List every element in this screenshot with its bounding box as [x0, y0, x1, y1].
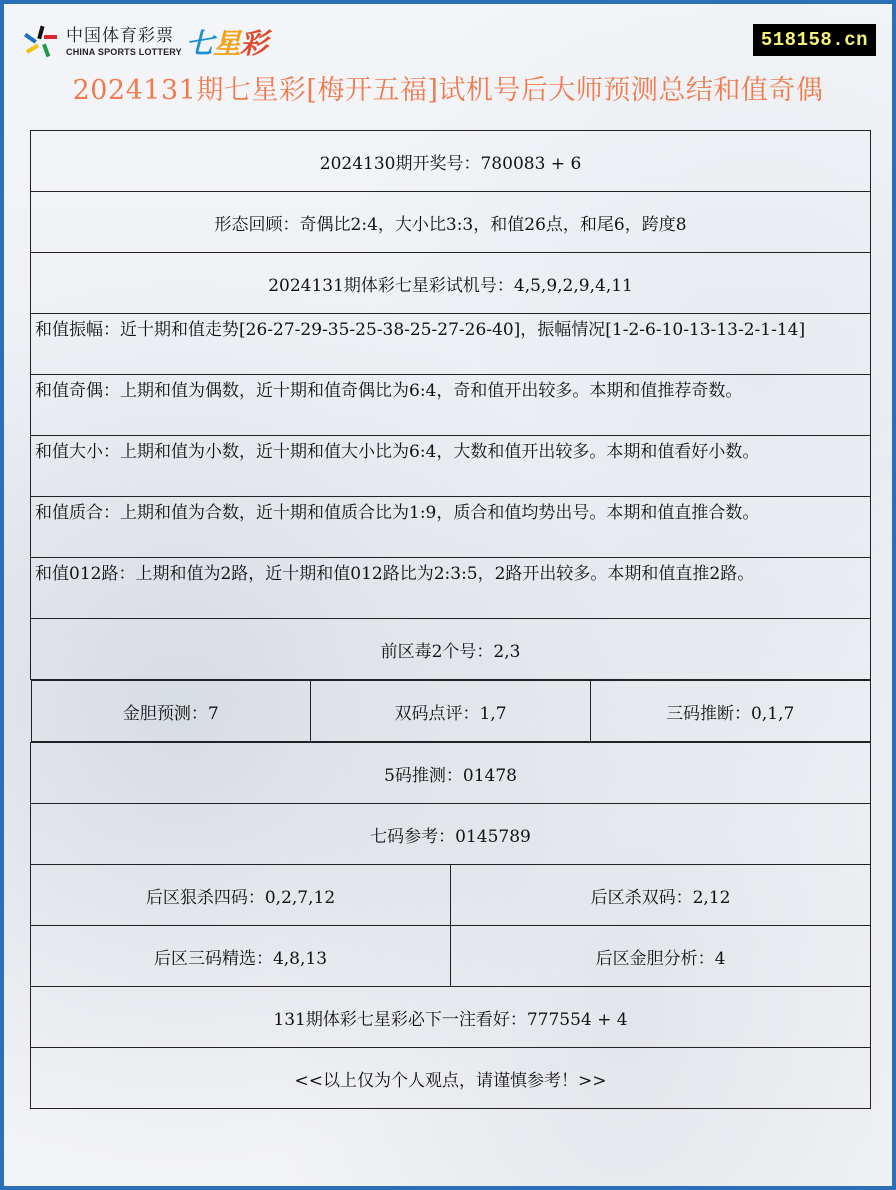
table-row	[31, 192, 871, 253]
table-row	[31, 743, 871, 804]
table-row	[31, 314, 871, 375]
site-badge[interactable]: 518158.cn	[753, 24, 876, 56]
prediction-table	[30, 130, 871, 1109]
three-code-cell: 三码推断：0,1,7	[590, 681, 870, 742]
disclaimer-cell: <<以上仅为个人观点，请谨慎参考！>>	[31, 1048, 871, 1109]
lottery-logo	[22, 22, 267, 62]
back-three-cell: 后区三码精选：4,8,13	[31, 926, 451, 987]
header	[4, 4, 892, 124]
logo-en-name: CHINA SPORTS LOTTERY	[66, 46, 182, 57]
table-row	[31, 1048, 871, 1109]
logo-text	[66, 25, 182, 57]
china-sports-lottery-star-icon	[22, 23, 60, 61]
table-row	[31, 987, 871, 1048]
product-char-2: 星	[212, 27, 240, 60]
test-numbers-cell: 2024131期体彩七星彩试机号：4,5,9,2,9,4,11	[31, 253, 871, 314]
five-code-cell: 5码推测：01478	[31, 743, 871, 804]
sum-big-small-cell: 和值大小：上期和值为小数，近十期和值大小比为6:4，大数和值开出较多。本期和值看好小数。	[31, 436, 871, 497]
sum-amplitude-cell: 和值振幅：近十期和值走势[26-27-29-35-25-38-25-27-26-40]，振幅情况[1-2-6-10-13-13-2-1-14]	[31, 314, 871, 375]
pattern-review-cell: 形态回顾：奇偶比2:4，大小比3:3，和值26点，和尾6，跨度8	[31, 192, 871, 253]
table-row	[31, 558, 871, 619]
two-code-cell: 双码点评：1,7	[311, 681, 591, 742]
logo-cn-name: 中国体育彩票	[66, 25, 174, 46]
product-name-qixingcai	[186, 22, 267, 62]
front-kill-cell: 前区毒2个号：2,3	[31, 619, 871, 680]
table-row	[31, 680, 871, 743]
sum-odd-even-cell: 和值奇偶：上期和值为偶数，近十期和值奇偶比为6:4，奇和值开出较多。本期和值推荐奇数。	[31, 375, 871, 436]
table-row	[31, 804, 871, 865]
last-draw-cell: 2024130期开奖号：780083 + 6	[31, 131, 871, 192]
table-row	[31, 865, 871, 926]
product-char-3: 彩	[239, 27, 267, 60]
back-kill-four-cell: 后区狠杀四码：0,2,7,12	[31, 865, 451, 926]
product-char-1: 七	[185, 27, 213, 60]
sum-prime-composite-cell: 和值质合：上期和值为合数，近十期和值质合比为1:9，质合和值均势出号。本期和值直推合数。	[31, 497, 871, 558]
table-row	[31, 497, 871, 558]
table-row	[31, 436, 871, 497]
table-row	[31, 619, 871, 680]
must-bet-cell: 131期体彩七星彩必下一注看好：777554 + 4	[31, 987, 871, 1048]
table-row	[31, 926, 871, 987]
sum-012-cell: 和值012路：上期和值为2路，近十期和值012路比为2:3:5，2路开出较多。本期和值直推2路。	[31, 558, 871, 619]
back-gold-cell: 后区金胆分析：4	[451, 926, 871, 987]
table-row	[31, 375, 871, 436]
table-row	[31, 253, 871, 314]
page-title: 2024131期七星彩[梅开五福]试机号后大师预测总结和值奇偶	[72, 75, 824, 106]
gold-pick-cell: 金胆预测：7	[31, 681, 311, 742]
seven-code-cell: 七码参考：0145789	[31, 804, 871, 865]
table-row	[31, 131, 871, 192]
back-kill-two-cell: 后区杀双码：2,12	[451, 865, 871, 926]
